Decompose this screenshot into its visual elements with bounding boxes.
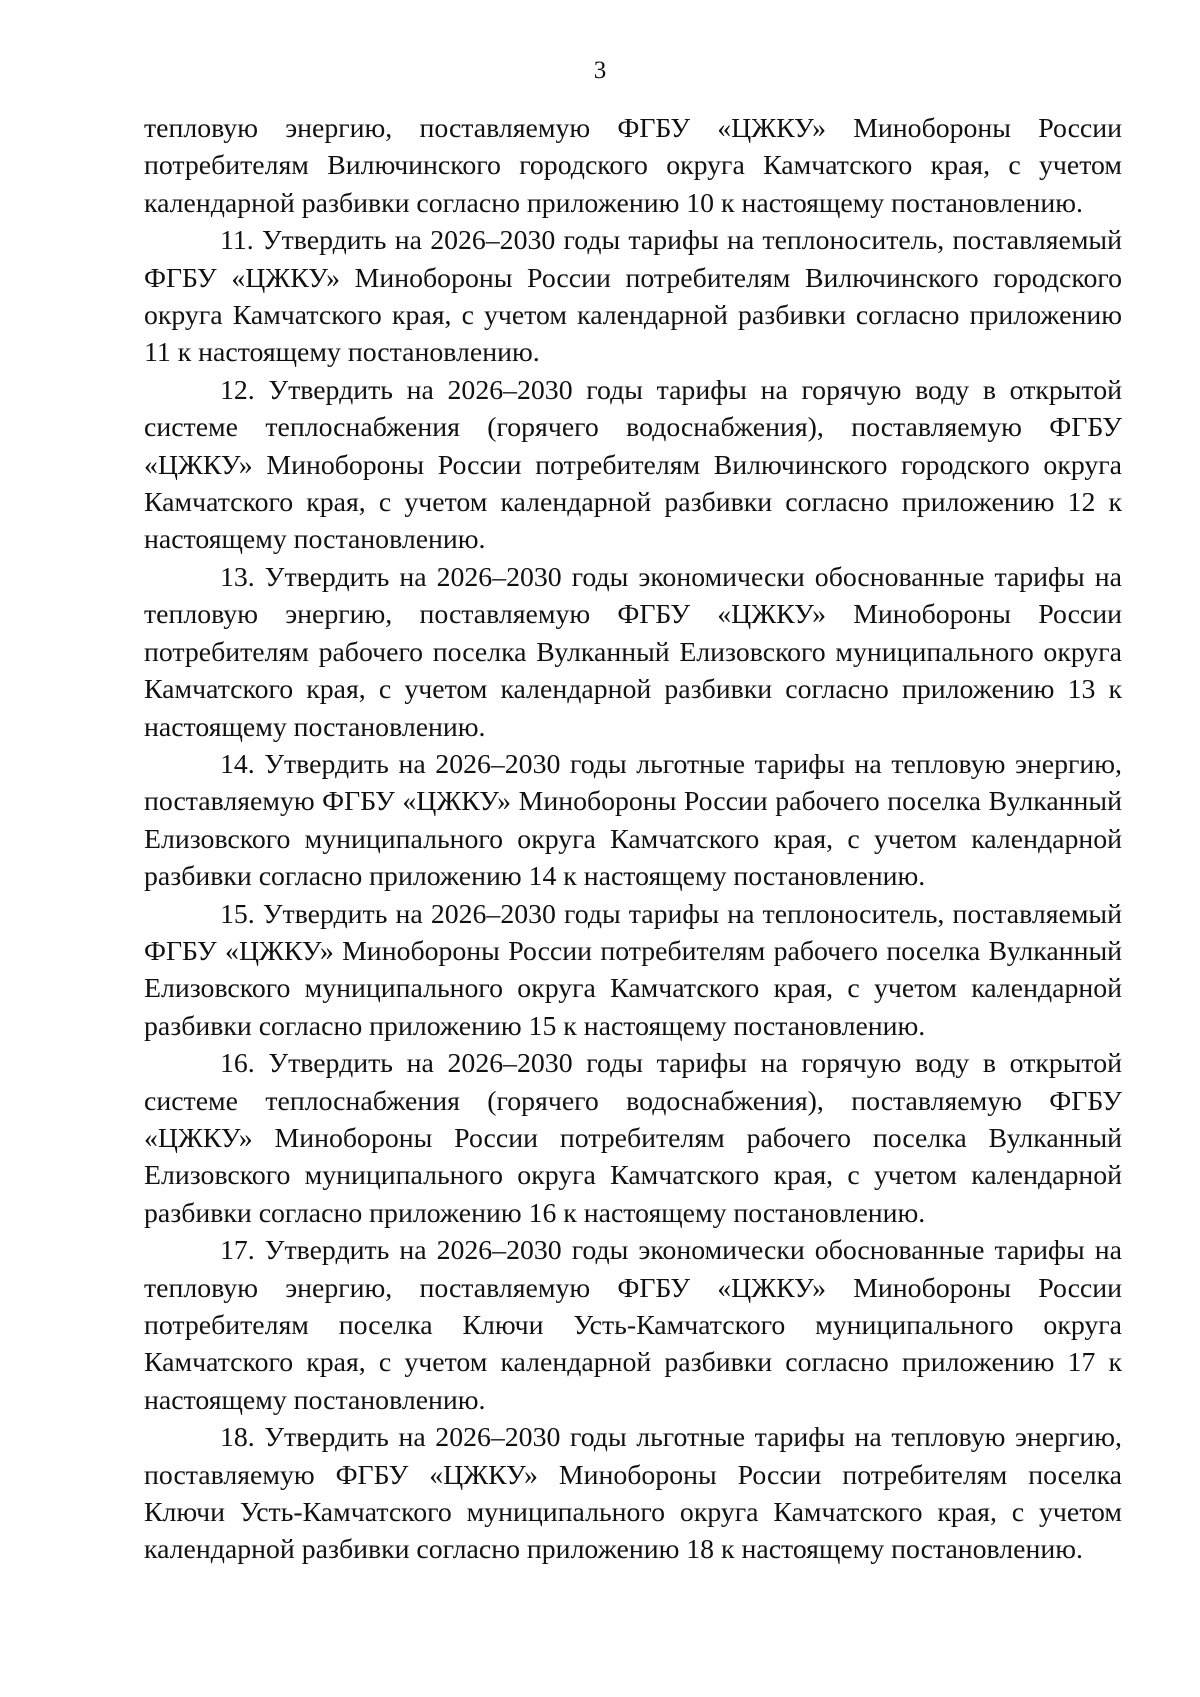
paragraph-item-15: 15. Утвердить на 2026–2030 годы тарифы на теплоноситель, поставляемый ФГБУ «ЦЖКУ» Минобороны России потребителям рабочего поселка Вулканный Елизовского муниципального округа Камчатского края, с учетом календарной разбивки согласно приложению 15 к настоящему постановлению.	[144, 898, 1122, 1042]
paragraph-item-17: 17. Утвердить на 2026–2030 годы экономически обоснованные тарифы на тепловую энергию, поставляемую ФГБУ «ЦЖКУ» Минобороны России потребителям поселка Ключи Усть-Камчатского муниципального округа Камчатского края, с учетом календарной разбивки согласно приложению 17 к настоящему постановлению.	[144, 1235, 1122, 1416]
paragraph-continuation: тепловую энергию, поставляемую ФГБУ «ЦЖКУ» Минобороны России потребителям Вилючинского городского округа Камчатского края, с учетом календарной разбивки согласно приложению 10 к настоящему постановлению.	[144, 113, 1122, 219]
paragraph-item-11: 11. Утвердить на 2026–2030 годы тарифы на теплоноситель, поставляемый ФГБУ «ЦЖКУ» Минобороны России потребителям Вилючинского городского округа Камчатского края, с учетом календарной разбивки согласно приложению 11 к настоящему постановлению.	[144, 225, 1122, 369]
paragraph-item-13: 13. Утвердить на 2026–2030 годы экономически обоснованные тарифы на тепловую энергию, поставляемую ФГБУ «ЦЖКУ» Минобороны России потребителям рабочего поселка Вулканный Елизовского муниципального округа Камчатского края, с учетом календарной разбивки согласно приложению 13 к настоящему постановлению.	[144, 561, 1122, 743]
page-number: 3	[593, 57, 607, 84]
document-body	[144, 110, 1122, 1569]
paragraph-item-12: 12. Утвердить на 2026–2030 годы тарифы на горячую воду в открытой системе теплоснабжения (горячего водоснабжения), поставляемую ФГБУ «ЦЖКУ» Минобороны России потребителям Вилючинского городского округа Камчатского края, с учетом календарной разбивки согласно приложению 12 к настоящему постановлению.	[144, 374, 1122, 556]
paragraph-item-16: 16. Утвердить на 2026–2030 годы тарифы на горячую воду в открытой системе теплоснабжения (горячего водоснабжения), поставляемую ФГБУ «ЦЖКУ» Минобороны России потребителям рабочего поселка Вулканный Елизовского муниципального округа Камчатского края, с учетом календарной разбивки согласно приложению 16 к настоящему постановлению.	[144, 1048, 1122, 1229]
paragraph-item-18: 18. Утвердить на 2026–2030 годы льготные тарифы на тепловую энергию, поставляемую ФГБУ «ЦЖКУ» Минобороны России потребителям поселка Ключи Усть-Камчатского муниципального округа Камчатского края, с учетом календарной разбивки согласно приложению 18 к настоящему постановлению.	[144, 1422, 1122, 1566]
paragraph-item-14: 14. Утвердить на 2026–2030 годы льготные тарифы на тепловую энергию, поставляемую ФГБУ «ЦЖКУ» Минобороны России рабочего поселка Вулканный Елизовского муниципального округа Камчатского края, с учетом календарной разбивки согласно приложению 14 к настоящему постановлению.	[144, 748, 1122, 893]
